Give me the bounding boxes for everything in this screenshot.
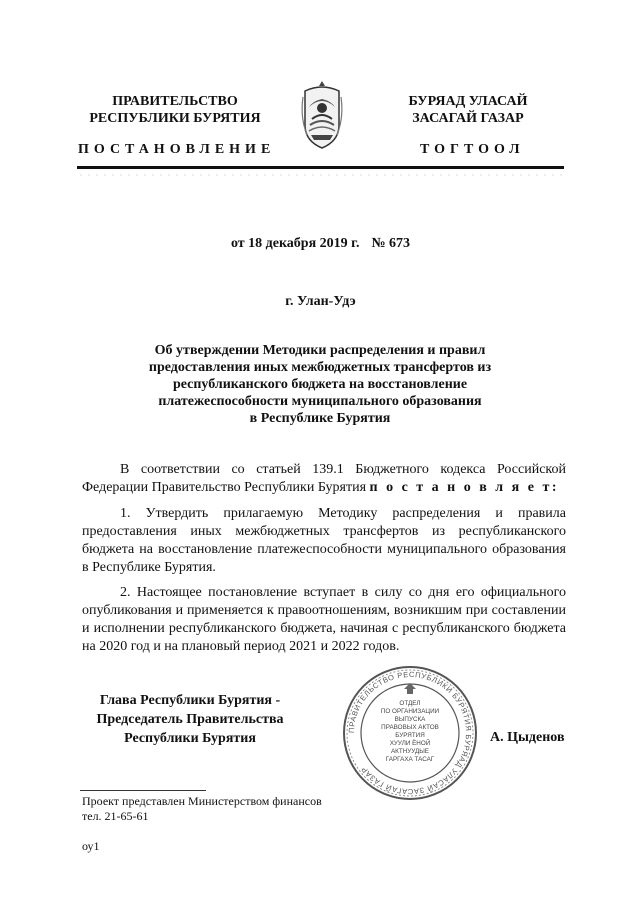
title-line-5: в Республике Бурятия bbox=[249, 411, 391, 426]
doc-type-buryat: ТОГТООЛ bbox=[420, 142, 525, 157]
stamp-line-2: ПО ОРГАНИЗАЦИИ bbox=[380, 708, 440, 715]
stamp-line-1: ОТДЕЛ bbox=[399, 700, 421, 707]
footer-divider bbox=[80, 790, 206, 791]
footer-phone: тел. 21-65-61 bbox=[82, 809, 149, 823]
signatory-title-line-1: Глава Республики Бурятия - bbox=[99, 693, 281, 708]
stamp-line-8: ГАРГАХА ТАСАГ bbox=[385, 756, 435, 763]
document-city: г. Улан-Удэ bbox=[285, 294, 356, 309]
header-left-block bbox=[80, 93, 270, 127]
title-line-1: Об утверждении Методики распределения и правил bbox=[154, 343, 486, 358]
stamp-line-4: ПРАВОВЫХ АКТОВ bbox=[381, 724, 439, 731]
resolves-word: п о с т а н о в л я е т: bbox=[369, 480, 559, 495]
signatory-title bbox=[80, 691, 300, 748]
preamble-paragraph bbox=[82, 461, 566, 497]
document-date: от 18 декабря 2019 г. bbox=[230, 236, 360, 251]
clause-1-paragraph: 1. Утвердить прилагаемую Методику распределения и правила предоставления иных межбюджетных трансфертов из республиканского бюджета на восстановление платежеспособности муниципального образования в Республике Бурятия. bbox=[82, 506, 566, 575]
signatory-title-line-2: Председатель Правительства bbox=[96, 712, 284, 727]
document-title bbox=[120, 342, 520, 427]
stamp-ring-text: ПРАВИТЕЛЬСТВО РЕСПУБЛИКИ БУРЯТИЯ БУРЯАД УЛАСАЙ ЗАСАГАЙ ГАЗАР bbox=[346, 669, 474, 797]
header-left-line-2: РЕСПУБЛИКИ БУРЯТИЯ bbox=[89, 111, 261, 126]
title-line-2: предоставления иных межбюджетных трансфертов из bbox=[148, 360, 492, 375]
stamp-line-7: АКТНУУДЫЕ bbox=[390, 748, 430, 755]
stamp-line-5: БУРЯТИЯ bbox=[395, 732, 425, 739]
header-divider bbox=[77, 166, 564, 169]
stamp-line-3: ВЫПУСКА bbox=[394, 716, 426, 723]
official-stamp-icon bbox=[340, 663, 480, 803]
doc-type-russian: ПОСТАНОВЛЕНИЕ bbox=[78, 142, 276, 157]
header-dotted-divider bbox=[77, 174, 564, 176]
date-number-line bbox=[77, 236, 564, 252]
title-line-3: республиканского бюджета на восстановление bbox=[172, 377, 468, 392]
document-number: № 673 bbox=[371, 236, 411, 251]
header-right-line-1: БУРЯАД УЛАСАЙ bbox=[408, 94, 528, 109]
republic-emblem-icon bbox=[297, 77, 347, 151]
preamble-text: В соответствии со статьей 139.1 Бюджетного кодекса Российской Федерации Правительство Республики Бурятия bbox=[82, 462, 566, 495]
stamp-line-6: ХУУЛИ ЁНОЙ bbox=[389, 740, 431, 747]
title-line-4: платежеспособности муниципального образования bbox=[158, 394, 482, 409]
header-right-line-2: ЗАСАГАЙ ГАЗАР bbox=[412, 111, 524, 126]
clause-2-paragraph: 2. Настоящее постановление вступает в силу со дня его официального опубликования и применяется к правоотношениям, возникшим при составлении и исполнении республиканского бюджета, начиная с республиканского бюджета на 2020 год и на плановый период 2021 и 2022 годов. bbox=[82, 585, 566, 654]
footer-prepared-by: Проект представлен Министерством финансов bbox=[82, 794, 322, 808]
header-right-block bbox=[388, 93, 548, 127]
header-left-line-1: ПРАВИТЕЛЬСТВО bbox=[112, 94, 238, 109]
footer-code: оу1 bbox=[82, 839, 100, 853]
signatory-name: А. Цыденов bbox=[490, 730, 565, 745]
signatory-title-line-3: Республики Бурятия bbox=[124, 731, 256, 746]
